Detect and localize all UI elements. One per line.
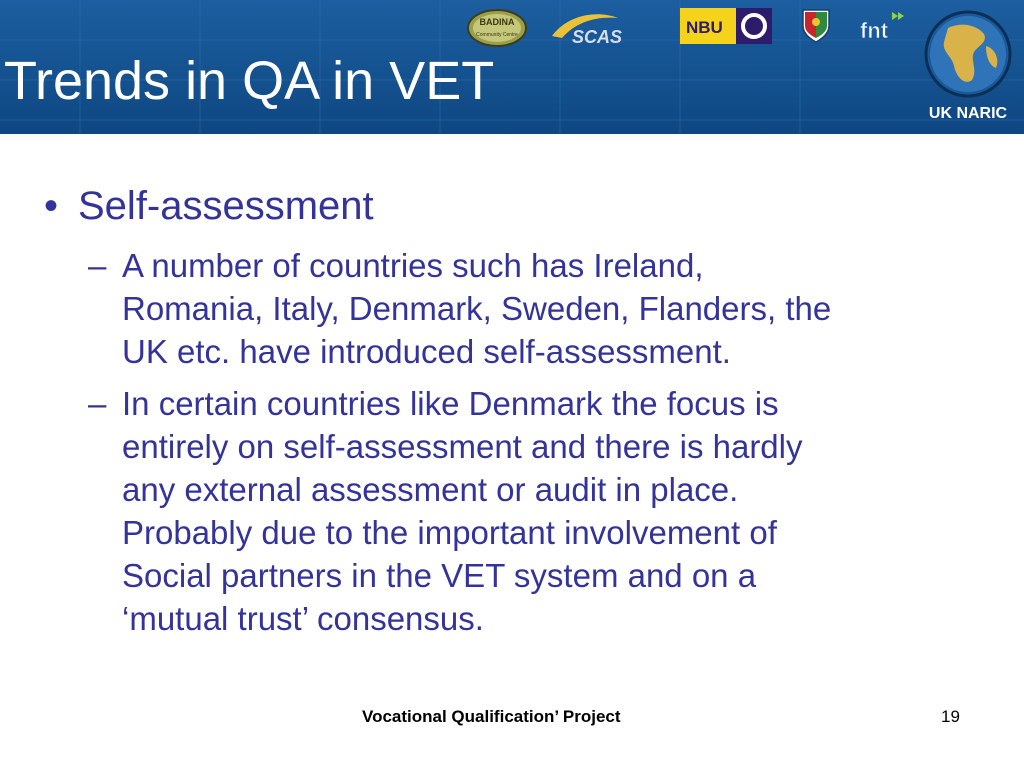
bullet-text: Self-assessment (78, 184, 374, 228)
svg-text:BADINA: BADINA (479, 17, 515, 27)
svg-text:Community Centre: Community Centre (476, 32, 518, 38)
dash-marker: – (88, 385, 107, 422)
subpoint-text: In certain countries like Denmark the focus is entirely on self-assessment and there is hardly any external assessment or audit in place. Probably due to the important involvement of Social partners in the VET system and on a ‘mutual trust’ consensus. (122, 385, 803, 637)
svg-text:fnt: fnt (860, 18, 889, 43)
fnt-logo (858, 6, 910, 46)
dash-marker: – (88, 247, 107, 284)
svg-text:SCAS: SCAS (572, 27, 623, 46)
svg-text:UK NARIC: UK NARIC (928, 105, 1008, 122)
slide-title: Trends in QA in VET (4, 51, 495, 111)
badina-logo (466, 8, 528, 48)
uk-naric-logo (918, 6, 1018, 128)
page-number: 19 (941, 707, 960, 726)
subpoint-countries (88, 244, 1008, 373)
shield-logo (801, 8, 831, 44)
nbu-logo (680, 8, 772, 44)
subpoint-text: A number of countries such has Ireland, Romania, Italy, Denmark, Sweden, Flanders, the UK etc. have introduced self-assessment. (122, 247, 832, 370)
title-banner (0, 0, 1024, 134)
scas-logo (548, 10, 646, 46)
bullet-marker: • (44, 184, 59, 228)
svg-text:NBU: NBU (686, 18, 723, 37)
subpoint-denmark (88, 382, 1008, 640)
footer-project-name: Vocational Qualification’ Project (362, 707, 621, 726)
